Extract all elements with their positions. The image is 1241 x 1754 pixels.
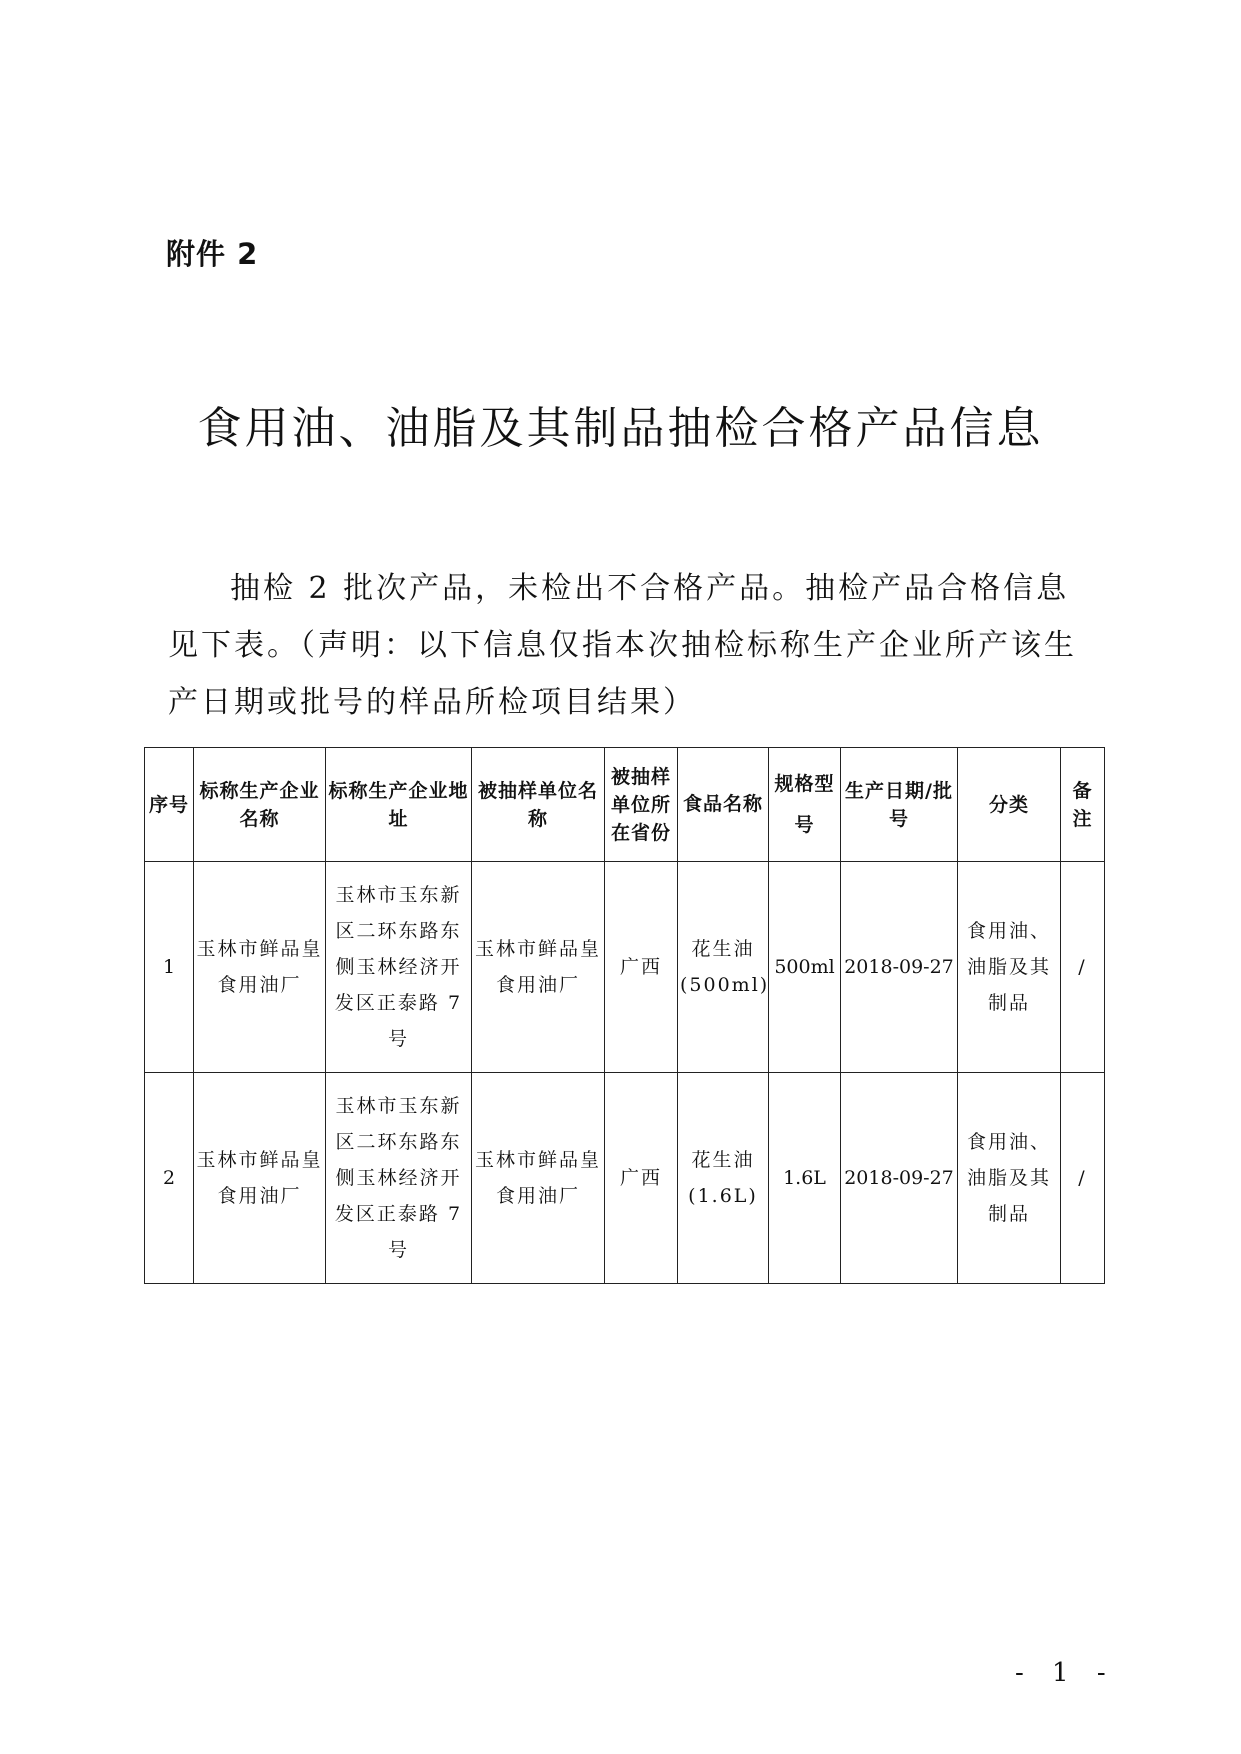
cell-manufacturer: 玉林市鲜品皇食用油厂: [194, 862, 326, 1073]
header-remarks: 备注: [1061, 748, 1105, 862]
page-title: 食用油、油脂及其制品抽检合格产品信息: [197, 403, 1044, 454]
header-food-name: 食品名称: [678, 748, 769, 862]
cell-category: 食用油、油脂及其制品: [958, 862, 1061, 1073]
attachment-label: 附件 2: [166, 237, 259, 271]
header-province: 被抽样单位所在省份: [605, 748, 678, 862]
cell-province: 广西: [605, 1073, 678, 1284]
header-sampled-unit: 被抽样单位名称: [472, 748, 605, 862]
cell-spec: 500ml: [769, 862, 841, 1073]
intro-text: 抽检 2 批次产品，未检出不合格产品。抽检产品合格信息见下表。（声明：以下信息仅指本次抽检标称生产企业所产该生产日期或批号的样品所检项目结果）: [168, 571, 1077, 720]
cell-production-date: 2018-09-27: [841, 862, 958, 1073]
table-row: [145, 862, 1105, 1073]
cell-manufacturer-address: 玉林市玉东新区二环东路东侧玉林经济开发区正泰路 7 号: [326, 1073, 472, 1284]
table-header-row: [145, 748, 1105, 862]
table-row: [145, 1073, 1105, 1284]
cell-food-name: 花生油(1.6L): [678, 1073, 769, 1284]
cell-remarks: /: [1061, 1073, 1105, 1284]
header-serial: 序号: [145, 748, 194, 862]
cell-manufacturer-address: 玉林市玉东新区二环东路东侧玉林经济开发区正泰路 7 号: [326, 862, 472, 1073]
cell-sampled-unit: 玉林市鲜品皇食用油厂: [472, 862, 605, 1073]
cell-sampled-unit: 玉林市鲜品皇食用油厂: [472, 1073, 605, 1284]
cell-serial: 1: [145, 862, 194, 1073]
cell-remarks: /: [1061, 862, 1105, 1073]
page-number: - 1 -: [1015, 1658, 1116, 1688]
header-category: 分类: [958, 748, 1061, 862]
results-table: [144, 747, 1105, 1284]
cell-production-date: 2018-09-27: [841, 1073, 958, 1284]
cell-serial: 2: [145, 1073, 194, 1284]
header-spec: 规格型号: [769, 748, 841, 862]
cell-food-name: 花生油(500ml): [678, 862, 769, 1073]
header-production-date: 生产日期/批号: [841, 748, 958, 862]
cell-spec: 1.6L: [769, 1073, 841, 1284]
header-manufacturer-address: 标称生产企业地址: [326, 748, 472, 862]
header-manufacturer: 标称生产企业名称: [194, 748, 326, 862]
cell-province: 广西: [605, 862, 678, 1073]
cell-category: 食用油、油脂及其制品: [958, 1073, 1061, 1284]
cell-manufacturer: 玉林市鲜品皇食用油厂: [194, 1073, 326, 1284]
intro-paragraph: [168, 560, 1088, 731]
